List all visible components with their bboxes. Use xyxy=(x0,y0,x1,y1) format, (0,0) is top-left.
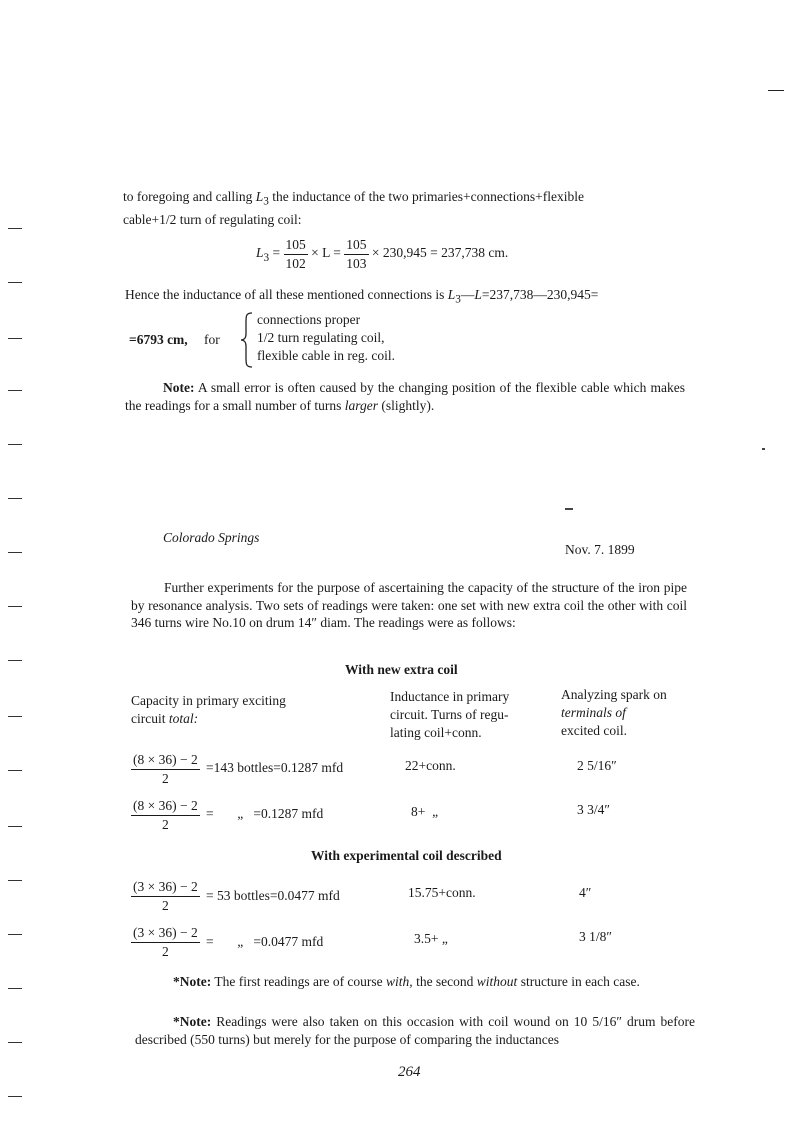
note-1: Note: A small error is often caused by the changing position of the flexible cable which makes the readings for a small number of turns larger (slightly). xyxy=(125,380,685,413)
result-item-1: connections proper xyxy=(257,312,361,327)
table-1-head-col2: Inductance in primary circuit. Turns of regu- lating coil+conn. xyxy=(390,689,510,740)
result-item-2: 1/2 turn regulating coil, xyxy=(257,330,385,345)
margin-mark xyxy=(8,660,22,661)
result-item-3: flexible cable in reg. coil. xyxy=(257,348,395,363)
intro-line-2: cable+1/2 turn of regulating coil: xyxy=(123,212,302,227)
note-2: *Note: The first readings are of course with, the second without structure in each case. xyxy=(173,974,640,989)
table-1-title: With new extra coil xyxy=(345,662,458,677)
margin-mark xyxy=(8,770,22,771)
inductance-value: 22+conn. xyxy=(405,758,456,773)
date: Nov. 7. 1899 xyxy=(565,542,635,557)
capacity-value: =143 bottles=0.1287 mfd xyxy=(206,760,344,775)
capacity-fraction: $\frac{(3 \times 36) - 2}{2}$ xyxy=(133,925,198,959)
inductance-value: 15.75+conn. xyxy=(408,885,476,900)
equation-fraction-1: $\frac{105}{102}$ xyxy=(285,237,306,271)
equation-fraction-2: $\frac{105}{103}$ xyxy=(346,237,367,271)
table-row xyxy=(131,797,200,833)
margin-mark xyxy=(8,826,22,827)
edge-mark xyxy=(768,90,784,91)
margin-mark xyxy=(8,1096,22,1097)
inductance-value: 8+ „ xyxy=(411,804,439,819)
note-3: *Note: Readings were also taken on this occasion with coil wound on 10 5/16″ drum before described (550 turns) but merely for the purpose of comparing the inductances xyxy=(135,1014,695,1047)
spark-value: 2 5/16″ xyxy=(577,758,617,773)
spark-value: 4″ xyxy=(579,885,592,900)
page-number: 264 xyxy=(398,1064,421,1080)
margin-mark xyxy=(8,606,22,607)
capacity-fraction: $\frac{(8 \times 36) - 2}{2}$ xyxy=(133,752,198,786)
spark-value: 3 1/8″ xyxy=(579,929,612,944)
capacity-fraction: $\frac{(3 \times 36) - 2}{2}$ xyxy=(133,879,198,913)
margin-mark xyxy=(8,228,22,229)
capacity-value: = „ =0.0477 mfd xyxy=(206,934,324,949)
table-1-head-col3: Analyzing spark on terminals of excited coil. xyxy=(561,687,667,738)
margin-mark xyxy=(8,338,22,339)
equation: $L_3$ = $\frac{105}{102}$ × L = $\frac{105}{103}$ × 230,945 = 237,738 cm. xyxy=(256,237,509,271)
capacity-value: = 53 bottles=0.0477 mfd xyxy=(206,888,340,903)
margin-mark xyxy=(8,498,22,499)
experiments-paragraph: Further experiments for the purpose of ascertaining the capacity of the structure of the iron pipe by resonance analysis. Two sets of readings were taken: one set with new extra coil the other with coil 346 turns wire No.10 on drum 14″ diam. The readings were as follows: xyxy=(131,580,687,631)
margin-mark xyxy=(8,1042,22,1043)
capacity-value: = „ =0.1287 mfd xyxy=(206,806,324,821)
margin-mark xyxy=(8,934,22,935)
margin-mark xyxy=(8,552,22,553)
margin-mark xyxy=(8,988,22,989)
table-row xyxy=(131,924,200,960)
intro-line-1: to foregoing and calling $L_3$ the inductance of the two primaries+connections+flexible xyxy=(123,189,584,208)
hence-line: Hence the inductance of all these mentioned connections is $L_3—L=237,738—230,945=$ xyxy=(125,287,599,306)
table-row xyxy=(131,878,200,914)
brace-icon xyxy=(240,312,254,368)
capacity-fraction: $\frac{(8 \times 36) - 2}{2}$ xyxy=(133,798,198,832)
result-for: for xyxy=(204,332,220,347)
table-2-title: With experimental coil described xyxy=(311,848,502,863)
place: Colorado Springs xyxy=(163,530,260,545)
margin-mark xyxy=(8,282,22,283)
table-row xyxy=(131,751,200,787)
inductance-value: 3.5+ „ xyxy=(414,931,448,946)
margin-mark xyxy=(8,716,22,717)
margin-mark xyxy=(8,444,22,445)
result-value: =6793 cm, xyxy=(129,332,188,347)
speck xyxy=(565,508,573,510)
margin-mark xyxy=(8,390,22,391)
spark-value: 3 3/4″ xyxy=(577,802,610,817)
margin-mark xyxy=(8,880,22,881)
table-1-head-col1: Capacity in primary exciting circuit total: xyxy=(131,693,286,726)
speck xyxy=(762,448,765,450)
